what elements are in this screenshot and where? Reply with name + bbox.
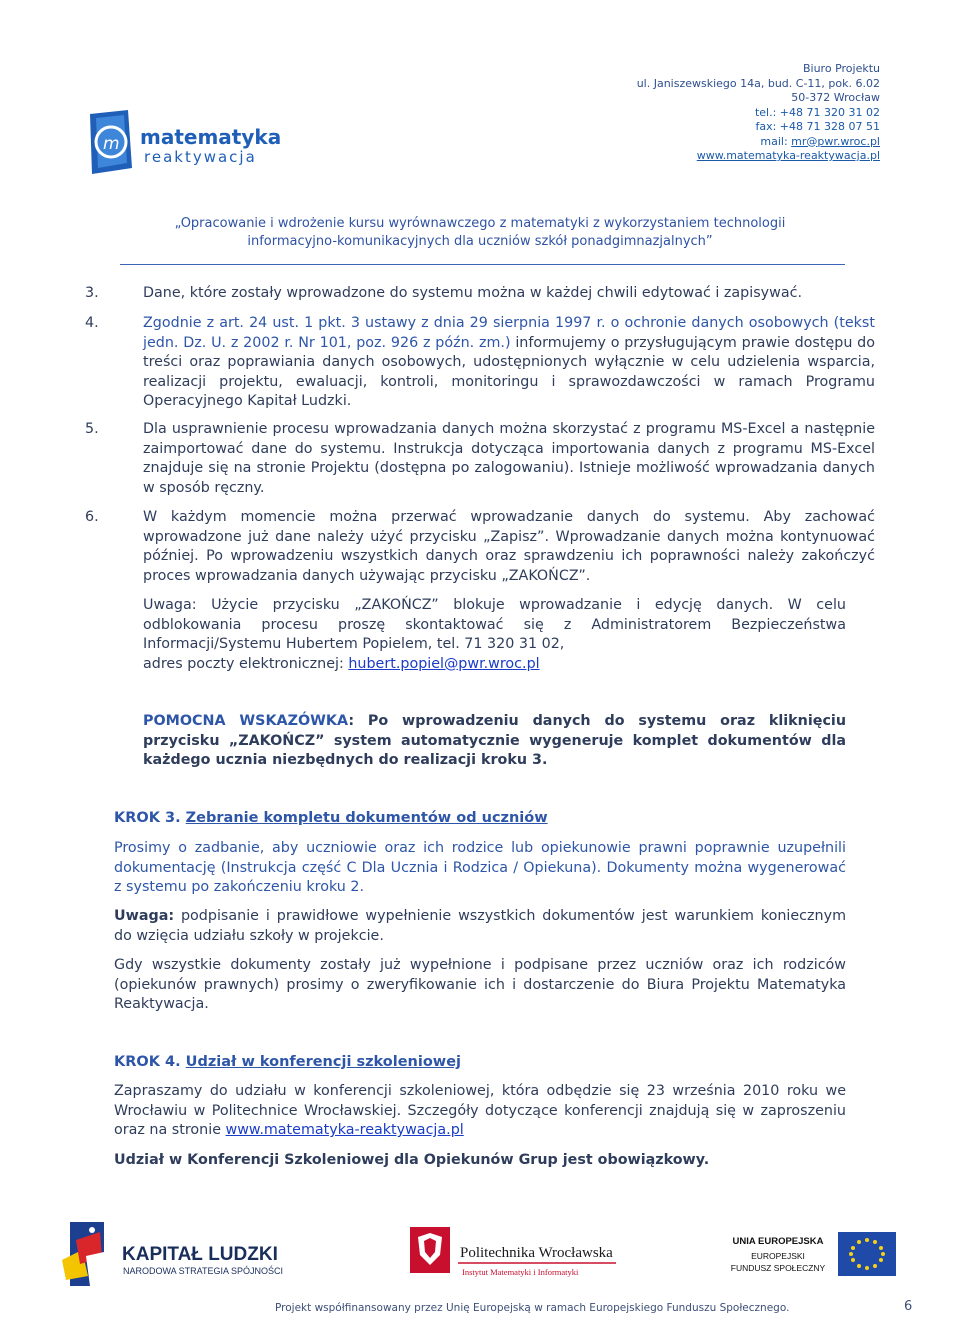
- tagline-line-2: informacyjno-komunikacyjnych dla uczniów szkół ponadgimnazjalnych”: [247, 234, 713, 249]
- email-line: [143, 655, 846, 675]
- uwaga-note: [143, 596, 846, 674]
- list-item-number: 3.: [85, 285, 99, 301]
- svg-text:m: m: [103, 134, 120, 154]
- hint-box: [143, 712, 846, 771]
- list-item-text: Dla usprawnienie procesu wprowadzania danych można skorzystać z programu MS-Excel a następnie zaimportować dane do systemu. Instrukcja dotycząca importowania danych z programu MS-Excel znajduje się na stronie Projektu (dostępna po zalogowaniu). Istnieje możliwość wprowadzania danych w sposób ręczny.: [143, 421, 875, 496]
- eu-logo: [730, 1230, 900, 1280]
- eu-title: UNIA EUROPEJSKA: [732, 1236, 824, 1247]
- hint-text: : Po wprowadzeniu danych do systemu oraz kliknięciu przycisku „ZAKOŃCZ” system automatycznie wygeneruje komplet dokumentów dla każdego ucznia niezbędnych do realizacji kroku 3.: [143, 713, 847, 768]
- footer-cofinancing-note: Projekt współfinansowany przez Unię Europejską w ramach Europejskiego Funduszu Społecznego.: [275, 1302, 790, 1314]
- kl-title: KAPITAŁ LUDZKI: [122, 1244, 278, 1265]
- step-3-title: Zebranie kompletu dokumentów od uczniów: [185, 810, 548, 826]
- step-4-label: KROK 4.: [114, 1054, 186, 1070]
- list-item-number: 4.: [85, 315, 99, 331]
- pwr-name: Politechnika Wrocławska: [460, 1245, 613, 1261]
- law-citation: Zgodnie z art. 24 ust. 1 pkt. 3 ustawy z dnia 29 sierpnia 1997 r. o ochronie danych osobowych (tekst jedn. Dz. U. z 2002 r. Nr 101, poz. 926 z późn. zm.): [143, 315, 875, 351]
- hint-label: POMOCNA WSKAZÓWKA: [143, 713, 349, 729]
- step-3-paragraph-1: Prosimy o zadbanie, aby uczniowie oraz ich rodzice lub opiekunowie prawni poprawnie uzupełnili dokumentację (Instrukcja część C Dla Ucznia i Rodzica / Opiekuna). Dokumenty można wygenerować z systemu po zakończeniu kroku 2.: [114, 840, 846, 895]
- admin-email-link[interactable]: hubert.popiel@pwr.wroc.pl: [348, 655, 540, 672]
- page-number: 6: [904, 1299, 913, 1314]
- step-4-paragraph-1: [114, 1082, 846, 1141]
- step-3-heading: [114, 809, 846, 829]
- eu-fund-1: EUROPEJSKI: [751, 1251, 805, 1261]
- office-mail-link[interactable]: mr@pwr.wroc.pl: [791, 134, 880, 148]
- list-item-text: informujemy o przysługującym prawie dostępu do treści oraz poprawiania danych osobowych, udostępnionych wyłącznie w celu udzielenia wsparcia, realizacji projektu, ewaluacji, kontroli, monitoringu i sprawozdawczości w ramach Programu Operacyjnego Kapitał Ludzki.: [143, 334, 876, 409]
- office-street: ul. Janiszewskiego 14a, bud. C-11, pok. 6.02: [636, 76, 880, 90]
- logo-text-1: matematyka: [140, 125, 282, 149]
- eu-fund-2: FUNDUSZ SPOŁECZNY: [730, 1263, 826, 1273]
- step-3-uwaga-text: podpisanie i prawidłowe wypełnienie wszystkich dokumentów jest warunkiem koniecznym do wzięcia udziału szkoły w projekcie.: [114, 908, 846, 944]
- list-item-number: 6.: [85, 509, 99, 525]
- logo-text-2: reaktywacja: [144, 148, 257, 166]
- step-4-website-link[interactable]: www.matematyka-reaktywacja.pl: [225, 1122, 464, 1138]
- uwaga-text: Uwaga: Użycie przycisku „ZAKOŃCZ” blokuje wprowadzanie i edycję danych. W celu odblokowania procesu proszę skontaktować się z Administratorem Bezpieczeństwa Informacji/Systemu Hubertem Popielem, tel. 71 320 31 02,: [143, 597, 846, 652]
- list-item-text: Dane, które zostały wprowadzone do systemu można w każdej chwili edytować i zapisywać.: [143, 285, 802, 301]
- office-mail-label: mail:: [760, 134, 792, 148]
- list-item-text: W każdym momencie można przerwać wprowadzanie danych do systemu. Aby zachować wprowadzone już dane należy użyć przycisku „Zapisz”. Wprowadzanie danych można kontynuować później. Po wprowadzeniu wszystkich danych oraz sprawdzeniu ich poprawności należy zakończyć proces wprowadzania danych używając przycisku „ZAKOŃCZ”.: [143, 509, 875, 584]
- step-4-mandatory-note: Udział w Konferencji Szkoleniowej dla Opiekunów Grup jest obowiązkowy.: [114, 1152, 710, 1168]
- office-city: 50-372 Wrocław: [791, 91, 880, 104]
- office-mail-line: [620, 135, 880, 150]
- list-item-6: [85, 508, 875, 586]
- tagline-line-1: „Opracowanie i wdrożenie kursu wyrównawczego z matematyki z wykorzystaniem technologii: [174, 216, 786, 231]
- kl-subtitle: NARODOWA STRATEGIA SPÓJNOŚCI: [123, 1266, 284, 1276]
- kapital-ludzki-logo: [62, 1218, 292, 1290]
- step-3-paragraph-3: Gdy wszystkie dokumenty zostały już wypełnione i podpisane przez uczniów oraz ich rodziców (opiekunów prawnych) prosimy o zweryfikowanie ich i dostarczenie do Biura Projektu Matematyka Reaktywacja.: [114, 957, 846, 1012]
- step-4-heading: [114, 1053, 846, 1073]
- email-label: adres poczty elektronicznej:: [143, 655, 349, 672]
- logo-matematyka-reaktywacja: [84, 108, 284, 178]
- step-4-title: Udział w konferencji szkoleniowej: [185, 1054, 462, 1070]
- pwr-institute: Instytut Matematyki i Informatyki: [462, 1267, 579, 1277]
- office-website-link[interactable]: www.matematyka-reaktywacja.pl: [696, 149, 880, 162]
- project-tagline: [120, 215, 840, 251]
- office-fax: fax: +48 71 328 07 51: [755, 120, 880, 133]
- logo-m-icon: [84, 108, 284, 178]
- step-3-uwaga-label: Uwaga:: [114, 908, 175, 924]
- politechnika-logo: [410, 1225, 620, 1285]
- list-item-5: [85, 420, 875, 498]
- office-tel: tel.: +48 71 320 31 02: [754, 105, 880, 119]
- list-item-number: 5.: [85, 421, 99, 437]
- step-3-uwaga: [114, 907, 846, 946]
- step-4-text: Zapraszamy do udziału w konferencji szkoleniowej, która odbędzie się 23 września 2010 roku we Wrocławiu w Politechnice Wrocławskiej. Szczegóły dotyczące konferencji znajdują się w zaproszeniu oraz na stronie: [114, 1083, 846, 1138]
- office-name: Biuro Projektu: [802, 62, 880, 75]
- header-divider: [120, 264, 845, 265]
- project-office-address: [620, 62, 880, 164]
- list-item-4: [85, 314, 876, 412]
- step-3-label: KROK 3.: [114, 810, 186, 826]
- list-item-3: [85, 284, 875, 304]
